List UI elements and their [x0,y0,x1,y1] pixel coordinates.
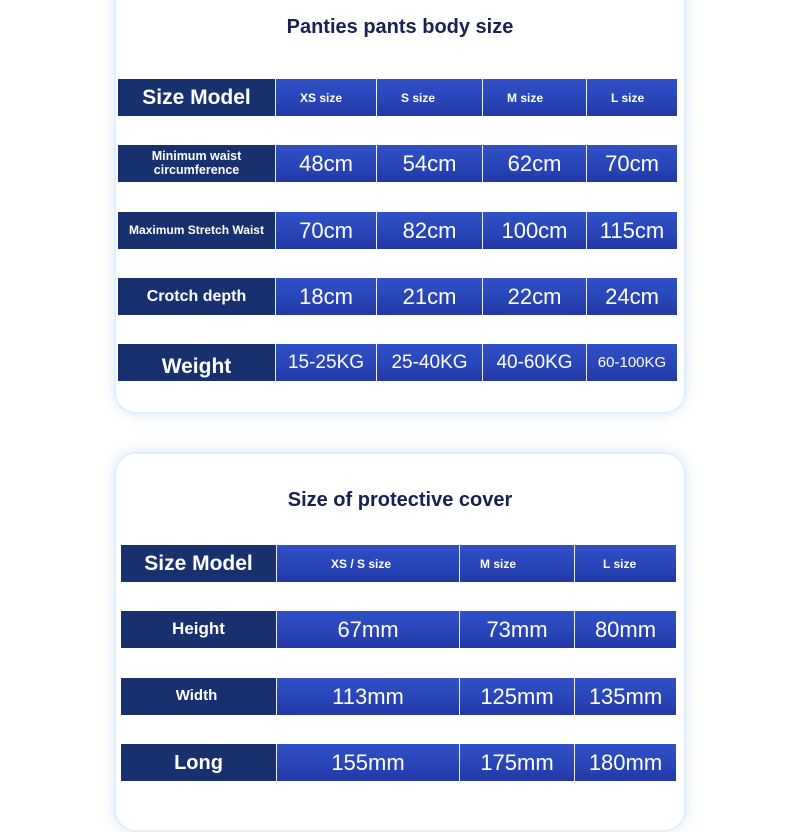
value-cell: 48cm [275,145,376,182]
value-cell: 25-40KG [376,344,482,381]
table-row [118,344,677,381]
table-row [121,678,676,715]
value-cell: 62cm [482,145,586,182]
value-cell: 80mm [574,611,676,648]
table-row [118,278,677,315]
row-label-height: Height [121,611,276,648]
table-row [118,212,677,249]
value-cell: 67mm [276,611,459,648]
column-header-s: S size [376,79,482,116]
value-cell: 100cm [482,212,586,249]
value-cell: 54cm [376,145,482,182]
value-cell: 125mm [459,678,574,715]
value-cell: 180mm [574,744,676,781]
table-row [121,744,676,781]
row-label-width: Width [121,678,276,715]
row-label-crotch-depth: Crotch depth [118,278,275,315]
value-cell: 21cm [376,278,482,315]
column-header-m: M size [459,545,574,582]
value-cell: 135mm [574,678,676,715]
value-cell: 82cm [376,212,482,249]
value-cell: 24cm [586,278,677,315]
table-header-row [118,79,677,116]
value-cell: 15-25KG [275,344,376,381]
column-header-l: L size [586,79,677,116]
value-cell: 60-100KG [586,344,677,381]
value-cell: 18cm [275,278,376,315]
value-cell: 113mm [276,678,459,715]
panties-table-title: Panties pants body size [286,16,514,38]
table-row [121,611,676,648]
cover-table-title: Size of protective cover [287,489,513,511]
column-header-l: L size [574,545,676,582]
table-row [118,145,677,182]
column-header-xs: XS size [275,79,376,116]
value-cell: 70cm [586,145,677,182]
value-cell: 70cm [275,212,376,249]
value-cell: 115cm [586,212,677,249]
value-cell: 155mm [276,744,459,781]
table-header-row [121,545,676,582]
column-header-xs-s: XS / S size [276,545,459,582]
row-label-min-waist: Minimum waist circumference [118,145,275,182]
size-model-header: Size Model [118,79,275,116]
column-header-m: M size [482,79,586,116]
value-cell: 175mm [459,744,574,781]
row-label-max-waist: Maximum Stretch Waist [118,212,275,249]
row-label-weight: Weight [118,344,275,381]
value-cell: 40-60KG [482,344,586,381]
row-label-long: Long [121,744,276,781]
size-model-header: Size Model [121,545,276,582]
value-cell: 73mm [459,611,574,648]
value-cell: 22cm [482,278,586,315]
